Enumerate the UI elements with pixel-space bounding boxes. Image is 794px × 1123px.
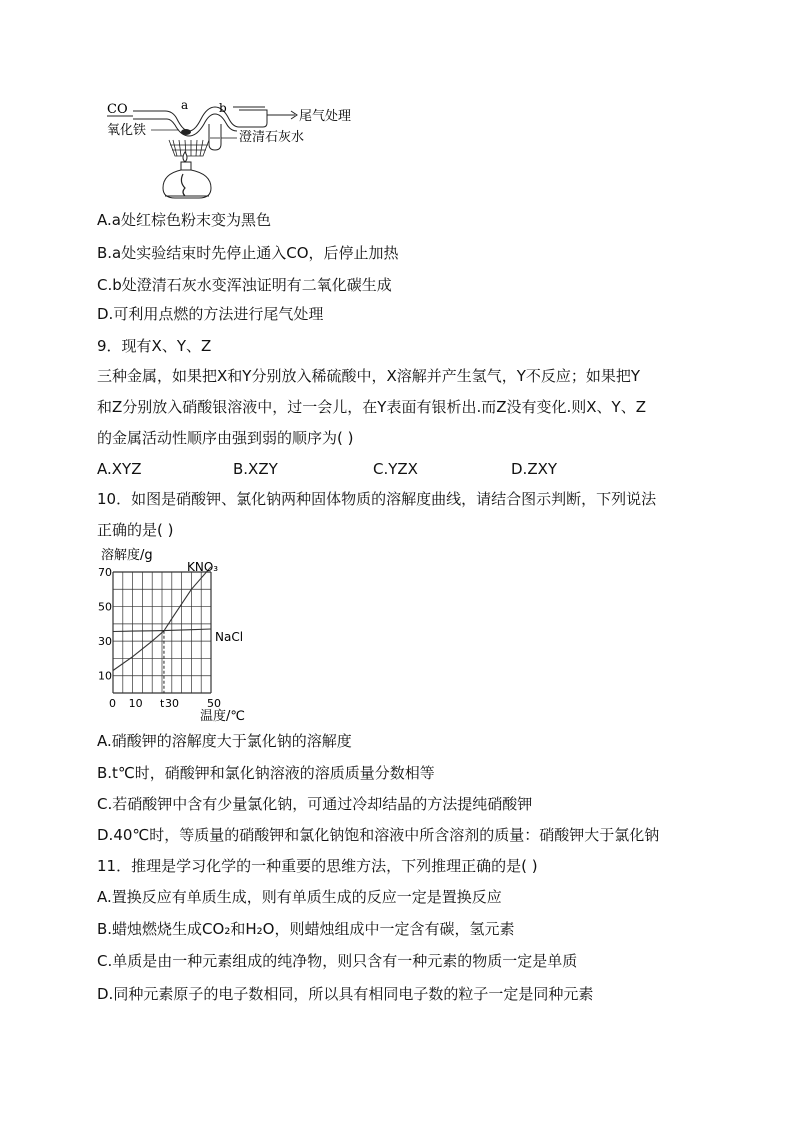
point-b-label: b <box>219 101 227 115</box>
iron-oxide-label: 氧化铁 <box>107 123 147 138</box>
q10-option-b: B.t℃时，硝酸钾和氯化钠溶液的溶质质量分数相等 <box>97 764 435 782</box>
x-tick-label: 30 <box>164 697 179 710</box>
q9-option-b: B.XZY <box>233 460 278 478</box>
q8-option-a: A.a处红棕色粉末变为黑色 <box>97 211 271 229</box>
q10-option-c: C.若硝酸钾中含有少量氯化钠，可通过冷却结晶的方法提纯硝酸钾 <box>97 795 533 813</box>
q9-stem-start: 9．现有X、Y、Z <box>97 337 212 355</box>
q9-stem-line-1: 三种金属，如果把X和Y分别放入稀硫酸中，X溶解并产生氢气，Y不反应；如果把Y <box>97 367 641 385</box>
q9-stem-line-2: 和Z分别放入硝酸银溶液中，过一会儿，在Y表面有银析出.而Z没有变化.则X、Y、Z <box>97 398 646 416</box>
q9-stem-line-3: 的金属活动性顺序由强到弱的顺序为( ) <box>97 429 354 447</box>
q10-stem-line-1: 10．如图是硝酸钾、氯化钠两种固体物质的溶解度曲线，请结合图示判断，下列说法 <box>97 490 657 508</box>
x-axis-label: 温度/℃ <box>200 709 245 724</box>
q11-option-b: B.蜡烛燃烧生成CO₂和H₂O，则蜡烛组成中一定含有碳，氢元素 <box>97 920 515 938</box>
solubility-chart <box>97 546 267 726</box>
y-tick-label: 50 <box>98 600 112 614</box>
q10-option-d: D.40℃时，等质量的硝酸钾和氯化钠饱和溶液中所含溶剂的质量：硝酸钾大于氯化钠 <box>97 826 660 844</box>
co-reduction-apparatus <box>105 96 365 202</box>
q11-option-a: A.置换反应有单质生成，则有单质生成的反应一定是置换反应 <box>97 888 502 906</box>
x-tick-label: 50 <box>207 697 221 710</box>
x-tick-label: 10 <box>128 697 143 710</box>
co-label: CO <box>107 102 128 117</box>
q8-option-d: D.可利用点燃的方法进行尾气处理 <box>97 305 324 323</box>
q9-option-a: A.XYZ <box>97 460 142 478</box>
alcohol-lamp <box>163 152 211 198</box>
x-tick-label: t <box>159 697 165 710</box>
tail-gas-label: 尾气处理 <box>299 109 352 124</box>
q11-option-c: C.单质是由一种元素组成的纯净物，则只含有一种元素的物质一定是单质 <box>97 952 578 970</box>
point-a-label: a <box>181 98 189 112</box>
y-axis-label: 溶解度/g <box>101 548 153 563</box>
q11-option-d: D.同种元素原子的电子数相同，所以具有相同电子数的粒子一定是同种元素 <box>97 985 594 1003</box>
q10-stem-line-2: 正确的是( ) <box>97 521 174 539</box>
q8-option-b: B.a处实验结束时先停止通入CO，后停止加热 <box>97 244 399 262</box>
kno3-series-label: KNO₃ <box>187 560 219 574</box>
y-tick-label: 30 <box>98 635 112 649</box>
q11-stem: 11．推理是学习化学的一种重要的思维方法，下列推理正确的是( ) <box>97 857 538 875</box>
y-tick-label: 10 <box>98 669 112 683</box>
q10-option-a: A.硝酸钾的溶解度大于氯化钠的溶解度 <box>97 732 352 750</box>
y-tick-label: 70 <box>98 566 112 579</box>
x-tick-label: 0 <box>109 697 116 710</box>
nacl-series-label: NaCl <box>215 630 244 644</box>
wire-gauze <box>169 140 209 156</box>
q8-option-c: C.b处澄清石灰水变浑浊证明有二氧化碳生成 <box>97 276 392 294</box>
q9-option-c: C.YZX <box>373 460 418 478</box>
q9-option-d: D.ZXY <box>511 460 558 478</box>
iron-oxide-powder <box>181 129 191 135</box>
limewater-label: 澄清石灰水 <box>239 130 305 145</box>
